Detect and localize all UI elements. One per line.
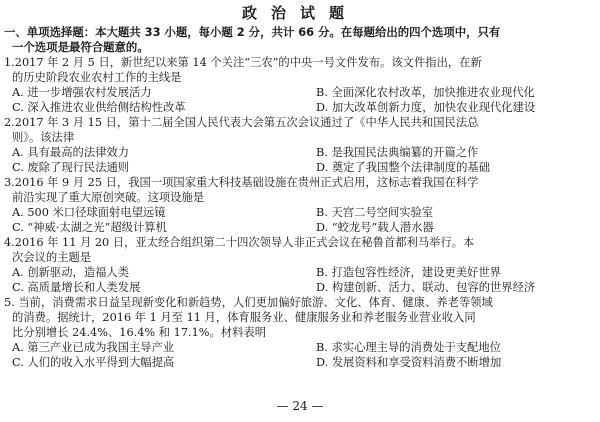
page-number: — 24 — — [276, 399, 324, 413]
question-3-stem-line-1: 3.2016 年 9 月 25 日，我国一项国家重大科技基础设施在贵州正式启用，这标志着我国在科学 — [4, 176, 479, 189]
question-1-option-a: A. 进一步增强农村发展活力 — [12, 86, 152, 99]
question-2-stem — [4, 115, 596, 145]
question-1-stem-line-2: 的历史阶段农业农村工作的主线是 — [12, 71, 182, 84]
question-5-option-d: D. 发展资料和享受资料消费不断增加 — [316, 356, 502, 369]
question-4 — [4, 235, 596, 295]
question-5-options — [4, 340, 596, 370]
question-2-option-d: D. 奠定了我国整个法律制度的基础 — [316, 161, 490, 174]
question-3 — [4, 175, 596, 235]
question-1-stem — [4, 55, 596, 85]
question-5-option-c: C. 人们的收入水平得到大幅提高 — [12, 356, 175, 369]
question-2-stem-line-1: 2.2017 年 3 月 15 日，第十二届全国人民代表大会第五次会议通过了《中华人民共和国民法总 — [4, 116, 479, 129]
question-5-option-b: B. 求实心理主导的消费处于支配地位 — [316, 341, 501, 354]
question-2-option-b: B. 是我国民法典编纂的开篇之作 — [316, 146, 479, 159]
question-4-option-b: B. 打造包容性经济，建设更美好世界 — [316, 266, 501, 279]
page-title: 政治试题 — [241, 4, 358, 22]
question-4-stem — [4, 235, 596, 265]
question-3-option-c: C. “神威·太湖之光”超级计算机 — [12, 221, 167, 234]
question-5-stem-line-3: 比分别增长 24.4%、16.4% 和 17.1%。材料表明 — [12, 326, 266, 339]
question-5-stem-line-1: 5. 当前，消费需求日益呈现新变化和新趋势，人们更加偏好旅游、文化、体育、健康、养老等领域 — [4, 296, 493, 309]
question-4-option-d: D. 构建创新、活力、联动、包容的世界经济 — [316, 281, 536, 294]
question-2 — [4, 115, 596, 175]
question-3-stem-line-2: 前沿实现了重大原创突破。这项设施是 — [12, 191, 205, 204]
question-3-options — [4, 205, 596, 235]
section-heading — [4, 25, 596, 55]
question-5-option-a: A. 第三产业已成为我国主导产业 — [12, 341, 175, 354]
question-2-stem-line-2: 则》。该法律 — [12, 131, 75, 144]
question-1-option-c: C. 深入推进农业供给侧结构性改革 — [12, 101, 186, 114]
section-heading-line-2: 一个选项是最符合题意的。 — [12, 40, 149, 54]
question-5-stem-line-2: 的消费。据统计，2016 年 1 月至 11 月，体育服务业、健康服务业和养老服务业营业收入同 — [12, 311, 476, 324]
question-2-option-c: C. 废除了现行民法通则 — [12, 161, 130, 174]
question-1-option-d: D. 加大改革创新力度，加快农业现代化建设 — [316, 101, 536, 114]
question-3-option-b: B. 天宫二号空间实验室 — [316, 206, 434, 219]
question-3-stem — [4, 175, 596, 205]
question-2-options — [4, 145, 596, 175]
question-1-option-b: B. 全面深化农村改革，加快推进农业现代化 — [316, 86, 535, 99]
section-heading-line-1: 一、单项选择题：本大题共 33 小题，每小题 2 分，共计 66 分。在每题给出的四个选项中，只有 — [4, 25, 501, 39]
question-1 — [4, 55, 596, 115]
question-1-options — [4, 85, 596, 115]
question-4-stem-line-1: 4.2016 年 11 月 20 日，亚太经合组织第二十四次领导人非正式会议在秘鲁首都利马举行。本 — [4, 236, 475, 249]
question-4-options — [4, 265, 596, 295]
question-3-option-a: A. 500 米口径球面射电望远镜 — [12, 206, 166, 219]
question-4-stem-line-2: 次会议的主题是 — [12, 251, 92, 264]
question-5-stem — [4, 295, 596, 340]
question-4-option-a: A. 创新驱动，造福人类 — [12, 266, 130, 279]
question-3-option-d: D. “蛟龙号”载人潜水器 — [316, 221, 434, 234]
question-4-option-c: C. 高质量增长和人类发展 — [12, 281, 141, 294]
question-2-option-a: A. 具有最高的法律效力 — [12, 146, 130, 159]
question-5 — [4, 295, 596, 370]
question-1-stem-line-1: 1.2017 年 2 月 5 日，新世纪以来第 14 个关注“三农”的中央一号文件发布。该文件指出，在新 — [4, 56, 482, 69]
